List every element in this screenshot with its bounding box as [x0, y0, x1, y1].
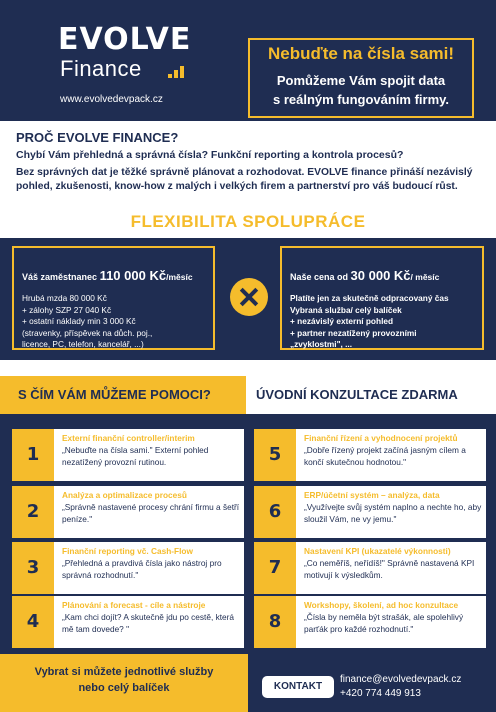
- service-number: 2: [12, 486, 54, 538]
- services-grid: [0, 414, 496, 654]
- headline: Nebuďte na čísla sami!: [267, 44, 455, 63]
- service-number: 6: [254, 486, 296, 538]
- service-description: „Co neměříš, neřídíš!" Správně nastavená KPI motivují k výsledkům.: [304, 558, 475, 580]
- bar-chart-icon: [168, 66, 184, 78]
- service-number: 4: [12, 596, 54, 648]
- service-number: 8: [254, 596, 296, 648]
- breakdown-line: (stravenky, příspěvek na důch. poj.,: [22, 327, 153, 338]
- offer-price-heading: [290, 268, 439, 283]
- service-description: „Využívejte svůj systém naplno a nechte ho, aby sloužil Vám, ne vy jemu.": [304, 502, 482, 524]
- tagline-line-2: s reálným fungováním firmy.: [272, 92, 450, 107]
- services-heading-text: S ČÍM VÁM MŮŽEME POMOCI?: [18, 387, 211, 402]
- benefit-line: Vybraná služba/ celý balíček: [290, 304, 402, 315]
- service-title: Externí finanční controller/interim: [62, 433, 195, 443]
- service-title: Workshopy, školení, ad hoc konzultace: [304, 600, 459, 610]
- service-card: [12, 486, 244, 538]
- breakdown-line: Hrubá mzda 80 000 Kč: [22, 293, 107, 303]
- contact-email[interactable]: finance@evolvedevpack.cz: [340, 674, 462, 685]
- contact-phone[interactable]: +420 774 449 913: [340, 688, 421, 699]
- tagline-line-1: Pomůžeme Vám spojit data: [276, 73, 446, 88]
- logo-wordmark: EVOLVE: [58, 22, 192, 57]
- service-description: „Čísla by neměla být strašák, ale spolehlivý parťák pro každé rozhodnutí.": [304, 612, 464, 634]
- offer-amount: 30 000 Kč: [350, 268, 411, 283]
- service-title: Analýza a optimalizace procesů: [62, 490, 187, 500]
- benefit-line: + partner nezatížený provozními: [290, 327, 417, 338]
- footer-contact: [248, 654, 496, 712]
- service-number: 5: [254, 429, 296, 481]
- employee-cost-heading: [22, 268, 193, 283]
- service-card: [12, 596, 244, 648]
- service-description: „Nebuďte na čísla sami." Externí pohled nezatížený provozní rutinou.: [62, 445, 209, 467]
- offer-price-box: [280, 246, 484, 350]
- service-title: Plánování a forecast - cíle a nástroje: [62, 600, 206, 610]
- breakdown-line: + zálohy SZP 27 040 Kč: [22, 304, 112, 315]
- service-title: Finanční řízení a vyhodnocení projektů: [304, 433, 458, 443]
- intro-body: Bez správných dat je těžké správně plánovat a rozhodovat. EVOLVE finance přináší nezávislý pohled, zkušenosti, know-how z malých i velkých firem a partnerství pro váš budoucí růst.: [16, 167, 473, 192]
- free-consultation-heading: [250, 376, 496, 414]
- employee-unit: /měsíc: [166, 272, 193, 282]
- offer-label: Naše cena od: [290, 272, 349, 282]
- service-description: „Dobře řízený projekt začíná jasným cílem a končí skutečnou hodnotou.": [304, 445, 466, 467]
- website-url[interactable]: www.evolvedevpack.cz: [60, 94, 163, 105]
- benefit-line: „zvyklostmi", ...: [290, 339, 353, 349]
- services-heading: [0, 376, 246, 414]
- offer-unit: / měsíc: [410, 272, 440, 282]
- employee-cost-box: [12, 246, 215, 350]
- intro-title: PROČ EVOLVE FINANCE?: [16, 130, 179, 145]
- flexibility-title: FLEXIBILITA SPOLUPRÁCE: [130, 212, 366, 231]
- service-title: Finanční reporting vč. Cash-Flow: [62, 546, 193, 556]
- header-banner: [0, 0, 496, 121]
- versus-cross-icon: [230, 278, 268, 316]
- contact-button[interactable]: KONTAKT: [262, 676, 334, 698]
- service-title: Nastavení KPI (ukazatelé výkonnosti): [304, 546, 451, 556]
- logo-subtitle: Finance: [60, 56, 142, 81]
- breakdown-line: + ostatní náklady min 3 000 Kč: [22, 316, 136, 326]
- service-description: „Správně nastavené procesy chrání firmu a šetří peníze.": [62, 502, 240, 524]
- service-card: [254, 429, 486, 481]
- employee-label: Váš zaměstnanec: [22, 272, 98, 282]
- service-title: ERP/účetní systém – analýza, data: [304, 490, 440, 500]
- service-number: 1: [12, 429, 54, 481]
- service-card: [254, 596, 486, 648]
- footer-cta: [0, 654, 248, 712]
- service-number: 7: [254, 542, 296, 594]
- cost-comparison: [0, 238, 496, 360]
- service-card: [12, 429, 244, 481]
- header-callout: [248, 38, 474, 118]
- service-number: 3: [12, 542, 54, 594]
- intro-question: Chybí Vám přehledná a správná čísla? Funkční reporting a kontrola procesů?: [16, 149, 404, 161]
- cta-line-1: Vybrat si můžete jednotlivé služby: [34, 666, 214, 678]
- service-card: [254, 542, 486, 594]
- free-consultation-text: ÚVODNÍ KONZULTACE ZDARMA: [256, 387, 458, 402]
- service-card: [254, 486, 486, 538]
- benefit-line: + nezávislý externí pohled: [290, 316, 394, 326]
- breakdown-line: licence, PC, telefon, kancelář, ...): [22, 339, 144, 349]
- employee-cost-breakdown: [22, 293, 152, 351]
- offer-benefits: [290, 293, 449, 351]
- benefit-line: Platíte jen za skutečně odpracovaný čas: [290, 293, 449, 303]
- service-description: „Přehledná a pravdivá čísla jako nástroj pro správná rozhodnutí.": [62, 558, 222, 580]
- service-description: „Kam chci dojít? A skutečně jdu po cestě, která mě tam dovede? ": [62, 612, 235, 634]
- cta-line-2: nebo celý balíček: [78, 682, 170, 694]
- service-card: [12, 542, 244, 594]
- employee-amount: 110 000 Kč: [99, 268, 167, 283]
